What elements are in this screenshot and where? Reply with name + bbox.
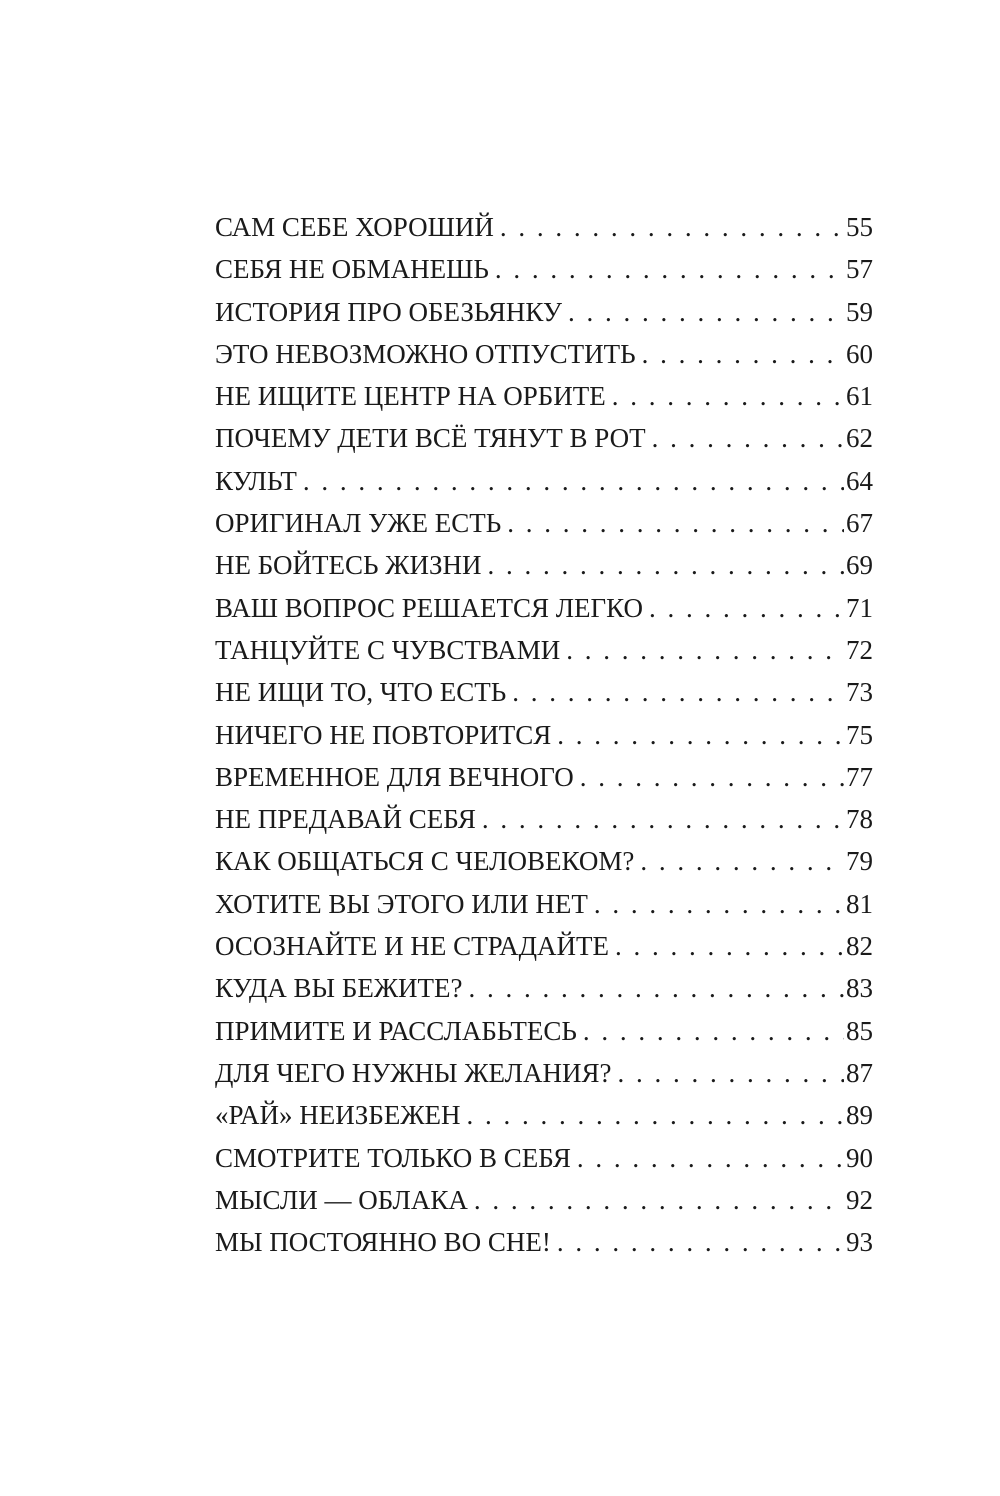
toc-dot-leader [594,889,844,920]
toc-entry[interactable] [215,677,873,719]
table-of-contents [215,212,873,1269]
toc-entry[interactable] [215,593,873,635]
toc-entry-page: 92 [846,1184,873,1215]
toc-entry[interactable] [215,297,873,339]
toc-entry[interactable] [215,212,873,254]
toc-entry-title: МЫ ПОСТОЯННО ВО СНЕ! [215,1227,551,1258]
toc-entry-page: 93 [846,1227,873,1258]
toc-entry-page: 79 [846,846,873,877]
toc-entry-page: 82 [846,931,873,962]
toc-entry-page: 55 [846,212,873,242]
toc-entry-title: ДЛЯ ЧЕГО НУЖНЫ ЖЕЛАНИЯ? [215,1057,612,1088]
toc-entry-page: 90 [846,1142,873,1173]
toc-dot-leader [474,1185,844,1216]
toc-entry-title: СЕБЯ НЕ ОБМАНЕШЬ [215,254,489,285]
toc-entry[interactable] [215,339,873,381]
toc-entry[interactable] [215,1100,873,1142]
toc-dot-leader [577,1143,844,1174]
toc-entry-title: МЫСЛИ — ОБЛАКА [215,1184,468,1215]
toc-entry-title: НИЧЕГО НЕ ПОВТОРИТСЯ [215,719,552,750]
toc-entry-page: 59 [846,296,873,327]
toc-dot-leader [566,635,844,666]
toc-entry[interactable] [215,889,873,931]
toc-dot-leader [468,973,844,1004]
toc-entry-page: 61 [846,381,873,412]
toc-entry-page: 87 [846,1057,873,1088]
toc-entry-page: 83 [846,973,873,1004]
toc-entry[interactable] [215,720,873,762]
toc-dot-leader [568,297,844,328]
toc-dot-leader [640,846,844,877]
toc-entry-title: ТАНЦУЙТЕ С ЧУВСТВАМИ [215,634,561,665]
toc-entry-title: «РАЙ» НЕИЗБЕЖЕН [215,1100,461,1131]
toc-entry-title: ЭТО НЕВОЗМОЖНО ОТПУСТИТЬ [215,338,636,369]
toc-dot-leader [507,508,844,539]
toc-entry[interactable] [215,508,873,550]
toc-entry-page: 89 [846,1100,873,1131]
toc-entry-page: 78 [846,804,873,835]
toc-entry-title: КАК ОБЩАТЬСЯ С ЧЕЛОВЕКОМ? [215,846,635,877]
toc-entry[interactable] [215,931,873,973]
toc-entry-title: ХОТИТЕ ВЫ ЭТОГО ИЛИ НЕТ [215,888,588,919]
toc-entry[interactable] [215,1185,873,1227]
toc-entry[interactable] [215,804,873,846]
toc-entry[interactable] [215,1227,873,1269]
toc-entry-title: НЕ ИЩИ ТО, ЧТО ЕСТЬ [215,677,507,708]
toc-entry[interactable] [215,423,873,465]
toc-entry[interactable] [215,635,873,677]
toc-entry-page: 69 [846,550,873,581]
toc-entry-title: КУДА ВЫ БЕЖИТЕ? [215,973,463,1004]
toc-entry-title: НЕ БОЙТЕСЬ ЖИЗНИ [215,550,482,581]
toc-entry-title: КУЛЬТ [215,465,297,496]
toc-entry-page: 62 [846,423,873,454]
toc-entry[interactable] [215,762,873,804]
toc-entry-page: 57 [846,254,873,285]
toc-entry[interactable] [215,550,873,592]
toc-dot-leader [500,212,844,243]
toc-dot-leader [580,762,844,793]
toc-entry[interactable] [215,254,873,296]
toc-entry-title: САМ СЕБЕ ХОРОШИЙ [215,212,494,242]
toc-entry-title: ОРИГИНАЛ УЖЕ ЕСТЬ [215,508,502,539]
toc-dot-leader [557,1227,844,1258]
toc-entry-page: 85 [846,1015,873,1046]
toc-entry-page: 73 [846,677,873,708]
toc-entry-page: 75 [846,719,873,750]
toc-entry[interactable] [215,466,873,508]
toc-dot-leader [557,720,844,751]
toc-entry-page: 67 [846,508,873,539]
toc-dot-leader [642,339,844,370]
toc-entry-title: СМОТРИТЕ ТОЛЬКО В СЕБЯ [215,1142,571,1173]
toc-entry-title: ПРИМИТЕ И РАССЛАБЬТЕСЬ [215,1015,577,1046]
toc-dot-leader [512,677,844,708]
toc-entry-page: 64 [846,465,873,496]
toc-dot-leader [617,1058,844,1089]
toc-entry-title: ВАШ ВОПРОС РЕШАЕТСЯ ЛЕГКО [215,592,643,623]
toc-entry-page: 71 [846,592,873,623]
toc-entry[interactable] [215,1016,873,1058]
toc-entry[interactable] [215,973,873,1015]
toc-entry-page: 72 [846,634,873,665]
toc-dot-leader [482,804,844,835]
toc-entry-page: 77 [846,761,873,792]
toc-dot-leader [583,1016,844,1047]
toc-entry[interactable] [215,1143,873,1185]
toc-entry-title: ОСОЗНАЙТЕ И НЕ СТРАДАЙТЕ [215,931,610,962]
toc-entry-page: 81 [846,888,873,919]
toc-entry-title: НЕ ИЩИТЕ ЦЕНТР НА ОРБИТЕ [215,381,606,412]
toc-entry-title: ИСТОРИЯ ПРО ОБЕЗЬЯНКУ [215,296,563,327]
toc-dot-leader [467,1100,844,1131]
toc-dot-leader [495,254,844,285]
toc-entry[interactable] [215,381,873,423]
toc-dot-leader [488,550,844,581]
toc-dot-leader [615,931,844,962]
toc-entry[interactable] [215,1058,873,1100]
toc-dot-leader [612,381,844,412]
toc-dot-leader [649,593,844,624]
toc-dot-leader [303,466,844,497]
toc-entry-title: НЕ ПРЕДАВАЙ СЕБЯ [215,804,476,835]
toc-entry-title: ПОЧЕМУ ДЕТИ ВСЁ ТЯНУТ В РОТ [215,423,646,454]
toc-entry-title: ВРЕМЕННОЕ ДЛЯ ВЕЧНОГО [215,761,574,792]
toc-entry[interactable] [215,846,873,888]
toc-dot-leader [652,423,844,454]
toc-entry-page: 60 [846,338,873,369]
